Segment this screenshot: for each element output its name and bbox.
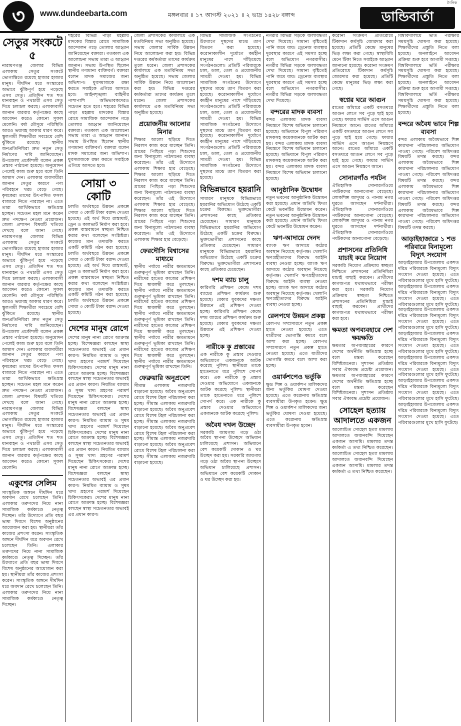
article-body: রাতের আঁধারে একটি বসতঘরে আগুন লেগে সব পুড়ে ছাই হয়ে গেছে। ফায়ার সার্ভিস এসে আগুন নিয়ন্ত্রণে আনে। রাতের আঁধারে একটি বসতঘরে আগুন লেগে সব পুড়ে ছাই হয়ে গেছে। ফায়ার সার্ভিস এসে আগুন নিয়ন্ত্রণে আনে। রাতের আঁধারে একটি বসতঘরে আগুন লেগে সব পুড়ে ছাই হয়ে গেছে। ফায়ার সার্ভিস এসে আগুন নিয়ন্ত্রণে আনে। [332,106,393,171]
masthead-logo: ডান্ডিবার্তা [360,7,455,29]
story [332,406,393,475]
column-3 [134,34,195,726]
story [2,36,63,472]
story [200,185,261,274]
headline[interactable]: দশম ব্যাচ চালু [212,276,249,285]
headline[interactable]: প্রয়োজনীয় আলোর মিনার [138,119,191,136]
headline[interactable]: সোনারগাঁও পর্যটন [339,174,386,183]
story [134,120,195,244]
headline[interactable]: প্রশাসনের প্রতিনিধি যাচাই করে নিয়োগ [337,246,388,263]
column-1 [2,34,63,726]
headline[interactable]: নারীকে কু প্রস্তাবের [206,342,255,351]
story [2,479,63,609]
story [68,177,129,317]
page-header [0,0,461,34]
article-body: বিভিন্ন সামাজিক সংগঠনের উদ্যোগে দুস্থদের মাঝে ত্রাণ বিতরণ করা হয়েছে। করোনাকালীন দুর্যোগে কর্মহীন মানুষের পাশে দাঁড়িয়েছে সংগঠনগুলো। প্রতিটি পরিবারকে চাল, ডাল, তেল ও প্রয়োজনীয় সামগ্রী দেওয়া হয়। বিভিন্ন সামাজিক সংগঠনের উদ্যোগে দুস্থদের মাঝে ত্রাণ বিতরণ করা হয়েছে। করোনাকালীন দুর্যোগে কর্মহীন মানুষের পাশে দাঁড়িয়েছে সংগঠনগুলো। প্রতিটি পরিবারকে চাল, ডাল, তেল ও প্রয়োজনীয় সামগ্রী দেওয়া হয়। বিভিন্ন সামাজিক সংগঠনের উদ্যোগে দুস্থদের মাঝে ত্রাণ বিতরণ করা হয়েছে। করোনাকালীন দুর্যোগে কর্মহীন মানুষের পাশে দাঁড়িয়েছে সংগঠনগুলো। প্রতিটি পরিবারকে চাল, ডাল, তেল ও প্রয়োজনীয় সামগ্রী দেওয়া হয়। বিভিন্ন সামাজিক সংগঠনের উদ্যোগে দুস্থদের মাঝে ত্রাণ বিতরণ করা হয়েছে। [200,34,261,181]
article-body: চলতি অর্থবছরে উন্নয়ন প্রকল্পে সোয়া ৩ কোটি টাকা বরাদ্দ দেওয়া হয়েছে। এই অর্থ দিয়ে রাস্তাঘাট, ড্রেন ও কালভার্ট নির্মাণ করা হবে। প্রকল্প বাস্তবায়নে স্বচ্ছতা নিশ্চিত করার কথা বলেছেন সংশ্লিষ্টরা। কাজের মান তদারকি করতে একটি কমিটি গঠন করা হয়েছে। চলতি অর্থবছরে উন্নয়ন প্রকল্পে সোয়া ৩ কোটি টাকা বরাদ্দ দেওয়া হয়েছে। এই অর্থ দিয়ে রাস্তাঘাট, ড্রেন ও কালভার্ট নির্মাণ করা হবে। প্রকল্প বাস্তবায়নে স্বচ্ছতা নিশ্চিত করার কথা বলেছেন সংশ্লিষ্টরা। কাজের মান তদারকি করতে একটি কমিটি গঠন করা হয়েছে। চলতি অর্থবছরে উন্নয়ন প্রকল্পে সোয়া ৩ কোটি টাকা বরাদ্দ দেওয়া হয়েছে। [68,204,129,317]
article-body: বন্দর এলাকায় মাদক ব্যবসা নিয়ন্ত্রণে বিশেষ অভিযান চালানো হয়েছে। অভিযানে বিপুল পরিমাণ মাদকসহ কয়েকজনকে আটক করা হয়। বন্দর এলাকায় মাদক ব্যবসা নিয়ন্ত্রণে বিশেষ অভিযান চালানো হয়েছে। অভিযানে বিপুল পরিমাণ মাদকসহ কয়েকজনকে আটক করা হয়। বন্দর এলাকায় মাদক ব্যবসা নিয়ন্ত্রণে বিশেষ অভিযান চালানো হয়েছে। [266,117,327,182]
story [134,34,195,117]
column-divider [329,36,330,722]
headline[interactable]: ক্ষমতা অপব্যবহারে দেশ ক্ষয়ক্ষতি [332,326,393,343]
article-body: শিক্ষার আলো ছড়িয়ে দিতে নিরলস কাজ করে যাচ্ছেন তিনি। গ্রামের পিছিয়ে পড়া শিশুদের জন্য বিনামূল্যে পাঠদানের ব্যবস্থা করেছেন। তাঁর এই উদ্যোগে এলাকায় শিক্ষার হার বেড়েছে। শিক্ষার আলো ছড়িয়ে দিতে নিরলস কাজ করে যাচ্ছেন তিনি। গ্রামের পিছিয়ে পড়া শিশুদের জন্য বিনামূল্যে পাঠদানের ব্যবস্থা করেছেন। তাঁর এই উদ্যোগে এলাকায় শিক্ষার হার বেড়েছে। শিক্ষার আলো ছড়িয়ে দিতে নিরলস কাজ করে যাচ্ছেন তিনি। গ্রামের পিছিয়ে পড়া শিশুদের জন্য বিনামূল্যে পাঠদানের ব্যবস্থা করেছেন। তাঁর এই উদ্যোগে এলাকায় শিক্ষার হার বেড়েছে। [134,137,195,244]
header-divider [0,31,461,33]
issue-date: মঙ্গলবার ॥ ১৭ আগস্ট ২০২১ ॥ ২ ভাদ্র ১৪২৮ বঙ্গাব্দ [168,12,295,19]
story [332,246,393,323]
article-body: রেলপথ সম্প্রসারণে নতুন প্রকল্প হাতে নেওয়া হয়েছে। এতে যাত্রীদের ভোগান্তি কমবে বলে আশা করা হচ্ছে। রেলপথ সম্প্রসারণে নতুন প্রকল্প হাতে নেওয়া হয়েছে। এতে যাত্রীদের ভোগান্তি কমবে বলে আশা করা হচ্ছে। [266,322,327,369]
column-2 [68,34,129,726]
story-divider [2,475,63,476]
article-body: বন্দর এলাকায় অবৈধভাবে শিল্প কারখানা পরিচালনার অভিযোগ পাওয়া গেছে। পরিবেশ অধিদপ্তর বিষয়টি তদন্ত করছে। বন্দর এলাকায় অবৈধভাবে শিল্প কারখানা পরিচালনার অভিযোগ পাওয়া গেছে। পরিবেশ অধিদপ্তর বিষয়টি তদন্ত করছে। বন্দর এলাকায় অবৈধভাবে শিল্প কারখানা পরিচালনার অভিযোগ পাওয়া গেছে। পরিবেশ অধিদপ্তর বিষয়টি তদন্ত করছে। বন্দর এলাকায় অবৈধভাবে শিল্প কারখানা পরিচালনার অভিযোগ পাওয়া গেছে। পরিবেশ অধিদপ্তর বিষয়টি তদন্ত করছে। [398,137,459,232]
article-body: নারায়ণগঞ্জ জেলার বিভিন্ন এলাকায় সেতুর সংকটে ভোগান্তিতে রয়েছে হাজার হাজার মানুষ। দীর্ঘদিন ধরে সংস্কারের অভাবে ঝুঁকিপূর্ণ হয়ে পড়েছে এসব সেতু। প্রতিদিন শত শত যানবাহন ও পথচারী এসব সেতু দিয়ে চলাচল করছে। এলাকাবাসী জানান বারবার কর্তৃপক্ষের কাছে আবেদন করেও কোনো সুফল মেলেনি। বর্ষা মৌসুমে পরিস্থিতি আরও ভয়াবহ আকার ধারণ করে। স্কুলগামী শিক্ষার্থীরা সবচেয়ে বেশি ঝুঁকিতে রয়েছে। স্থানীয় জনপ্রতিনিধিরা দ্রুত নতুন সেতু নির্মাণের দাবি জানিয়েছেন। উপজেলা প্রকৌশলী বলেন প্রকল্প প্রস্তাব পাঠানো হয়েছে। অনুমোদন পেলেই কাজ শুরু হবে বলে তিনি আশ্বাস দেন। এলাকার ব্যবসায়ীরা জানান সেতুর কারণে পণ্য পরিবহনে খরচ বেড়ে গেছে। কৃষকেরা তাদের উৎপাদিত ফসল বাজারে নিতে পারছেন না। এতে তারা আর্থিকভাবে ক্ষতিগ্রস্ত হচ্ছেন। সচেতন মহল মনে করেন দ্রুত পদক্ষেপ নেওয়া প্রয়োজন। জেলা প্রশাসন বিষয়টি খতিয়ে দেখছে বলে জানা গেছে। নারায়ণগঞ্জ জেলার বিভিন্ন এলাকায় সেতুর সংকটে ভোগান্তিতে রয়েছে হাজার হাজার মানুষ। দীর্ঘদিন ধরে সংস্কারের অভাবে ঝুঁকিপূর্ণ হয়ে পড়েছে এসব সেতু। প্রতিদিন শত শত যানবাহন ও পথচারী এসব সেতু দিয়ে চলাচল করছে। এলাকাবাসী জানান বারবার কর্তৃপক্ষের কাছে আবেদন করেও কোনো সুফল মেলেনি। বর্ষা মৌসুমে পরিস্থিতি আরও ভয়াবহ আকার ধারণ করে। স্কুলগামী শিক্ষার্থীরা সবচেয়ে বেশি ঝুঁকিতে রয়েছে। স্থানীয় জনপ্রতিনিধিরা দ্রুত নতুন সেতু নির্মাণের দাবি জানিয়েছেন। উপজেলা প্রকৌশলী বলেন প্রকল্প প্রস্তাব পাঠানো হয়েছে। অনুমোদন পেলেই কাজ শুরু হবে বলে তিনি আশ্বাস দেন। এলাকার ব্যবসায়ীরা জানান সেতুর কারণে পণ্য পরিবহনে খরচ বেড়ে গেছে। কৃষকেরা তাদের উৎপাদিত ফসল বাজারে নিতে পারছেন না। এতে তারা আর্থিকভাবে ক্ষতিগ্রস্ত হচ্ছেন। সচেতন মহল মনে করেন দ্রুত পদক্ষেপ নেওয়া প্রয়োজন। জেলা প্রশাসন বিষয়টি খতিয়ে দেখছে বলে জানা গেছে। নারায়ণগঞ্জ জেলার বিভিন্ন এলাকায় সেতুর সংকটে ভোগান্তিতে রয়েছে হাজার হাজার মানুষ। দীর্ঘদিন ধরে সংস্কারের অভাবে ঝুঁকিপূর্ণ হয়ে পড়েছে এসব সেতু। প্রতিদিন শত শত যানবাহন ও পথচারী এসব সেতু দিয়ে চলাচল করছে। এলাকাবাসী জানান বারবার কর্তৃপক্ষের কাছে আবেদন করেও কোনো সুফল মেলেনি। [2,64,63,471]
headline[interactable]: স্বপ্নের ঘরে আগুন [339,96,386,105]
story [398,34,459,117]
headline[interactable]: ওয়ার্কশপেও ভর্তুকি [271,372,322,381]
article-body: আলোচিত সোহেল হত্যা মামলায় আদালতে জবানবন্দি দিয়েছেন একজন আসামি। মামলার তদন্ত কর্মকর্তা এ তথ্য নিশ্চিত করেছেন। আলোচিত সোহেল হত্যা মামলায় আদালতে জবানবন্দি দিয়েছেন একজন আসামি। মামলার তদন্ত কর্মকর্তা এ তথ্য নিশ্চিত করেছেন। [332,428,393,475]
article-body: সাংস্কৃতিক অঙ্গনে দীর্ঘদিন ধরে অবদান রেখে চলেছেন তিনি। এলাকার তরুণদের নিয়ে নানা সামাজিক কর্মকাণ্ডে নেতৃত্ব দিচ্ছেন। তাঁর উদ্যোগে প্রতি বছর ভাষা দিবসে বিশেষ অনুষ্ঠানের আয়োজন করা হয়। স্থানীয়রা তাঁর কাজের প্রশংসা করেন। সাংস্কৃতিক অঙ্গনে দীর্ঘদিন ধরে অবদান রেখে চলেছেন তিনি। এলাকার তরুণদের নিয়ে নানা সামাজিক কর্মকাণ্ডে নেতৃত্ব দিচ্ছেন। তাঁর উদ্যোগে প্রতি বছর ভাষা দিবসে বিশেষ অনুষ্ঠানের আয়োজন করা হয়। স্থানীয়রা তাঁর কাজের প্রশংসা করেন। সাংস্কৃতিক অঙ্গনে দীর্ঘদিন ধরে অবদান রেখে চলেছেন তিনি। এলাকার তরুণদের নিয়ে নানা সামাজিক কর্মকাণ্ডে নেতৃত্ব দিচ্ছেন। [2,490,63,608]
article-body: ক্ষুদ্র শিল্প ও ওয়ার্কশপ মালিকদের জন্য ভর্তুকির ঘোষণা দেওয়া হয়েছে। এতে করোনায় ক্ষতিগ্রস্ত ব্যবসায়ীরা উপকৃত হবেন। ক্ষুদ্র শিল্প ও ওয়ার্কশপ মালিকদের জন্য ভর্তুকির ঘোষণা দেওয়া হয়েছে। এতে করোনায় ক্ষতিগ্রস্ত ব্যবসায়ীরা উপকৃত হবেন। [266,382,327,429]
article-body: সরকারি জায়গায় গড়ে ওঠা অবৈধ স্থাপনা উচ্ছেদে অভিযান চালিয়েছে প্রশাসন। অভিযানে বেশ কয়েকটি দোকান ও ঘর উচ্ছেদ করা হয়। সরকারি জায়গায় গড়ে ওঠা অবৈধ স্থাপনা উচ্ছেদে অভিযান চালিয়েছে প্রশাসন। অভিযানে বেশ কয়েকটি দোকান ও ঘর উচ্ছেদ করা হয়। [200,430,261,483]
headline[interactable]: ঋণ-আদায়ে দেনদ [273,234,320,243]
story [266,108,327,183]
article-body: জেলা প্রশাসকের কার্যালয়ে এক মতবিনিময় সভা অনুষ্ঠিত হয়েছে। সভায় জেলার সার্বিক উন্নয়ন নিয়ে আলোচনা করা হয়। বিভিন্ন দপ্তরের কর্মকর্তারা তাদের কার্যক্রম তুলে ধরেন। জেলা প্রশাসকের কার্যালয়ে এক মতবিনিময় সভা অনুষ্ঠিত হয়েছে। সভায় জেলার সার্বিক উন্নয়ন নিয়ে আলোচনা করা হয়। বিভিন্ন দপ্তরের কর্মকর্তারা তাদের কার্যক্রম তুলে ধরেন। জেলা প্রশাসকের কার্যালয়ে এক মতবিনিময় সভা অনুষ্ঠিত হয়েছে। [134,34,195,116]
column-divider [263,36,264,722]
column-4 [200,34,261,726]
headline[interactable]: আড়াইহাজারে ১ শত পরিবারে বিনামূল্যে বিদ্যুৎ সংযোগ [401,235,456,260]
headline[interactable]: অবৈধ দখল উচ্ছেদ [205,420,256,429]
article-body: শহরের বিভিন্ন পাড়া মহল্লায় মাদকের বিস্তার রোধে সামাজিক আন্দোলন গড়ে তোলার আহ্বান জানিয়েছেন বক্তারা। গতকাল এক আলোচনা সভায় তারা এ আহ্বান জানান। সভায় উপস্থিত ছিলেন স্থানীয় গণ্যমান্য ব্যক্তিবর্গ। বক্তারা বলেন মাদক সমাজের জন্য অভিশাপ। যুবসমাজকে রক্ষা করতে সবাইকে এগিয়ে আসতে হবে। আইনশৃঙ্খলা বাহিনীর পাশাপাশি অভিভাবকদেরও সচেতন হতে হবে। শহরের বিভিন্ন পাড়া মহল্লায় মাদকের বিস্তার রোধে সামাজিক আন্দোলন গড়ে তোলার আহ্বান জানিয়েছেন বক্তারা। গতকাল এক আলোচনা সভায় তারা এ আহ্বান জানান। সভায় উপস্থিত ছিলেন স্থানীয় গণ্যমান্য ব্যক্তিবর্গ। বক্তারা বলেন মাদক সমাজের জন্য অভিশাপ। যুবসমাজকে রক্ষা করতে সবাইকে এগিয়ে আসতে হবে। [68,34,129,169]
article-body: করোনা সংক্রমণ প্রতিরোধে টিকাদান কর্মসূচি জোরদার করা হয়েছে। প্রতিটি কেন্দ্রে মানুষের ভিড় লক্ষ্য করা গেছে। স্বাস্থ্যবিধি মেনে টিকা নিতে সবাইকে আহ্বান জানানো হয়েছে। করোনা সংক্রমণ প্রতিরোধে টিকাদান কর্মসূচি জোরদার করা হয়েছে। প্রতিটি কেন্দ্রে মানুষের ভিড় লক্ষ্য করা গেছে। [332,34,393,93]
article-body: সরকারি নিয়োগ প্রক্রিয়ায় স্বচ্ছতা নিশ্চিতে প্রশাসনের প্রতিনিধিরা যাচাই বাছাই করবেন। প্রার্থীদের কাগজপত্র যথাযথভাবে পরীক্ষা করা হবে। সরকারি নিয়োগ প্রক্রিয়ায় স্বচ্ছতা নিশ্চিতে প্রশাসনের প্রতিনিধিরা যাচাই বাছাই করবেন। প্রার্থীদের কাগজপত্র যথাযথভাবে পরীক্ষা করা হবে। [332,264,393,323]
column-divider [65,36,66,722]
headline[interactable]: ফেব্রুয়ারি অনুপ্রবেশ [139,374,190,383]
story [266,186,327,231]
column-6 [332,34,393,726]
story [200,34,261,182]
column-divider [131,36,132,722]
article-body: ক্ষমতার অপব্যবহারের কারণে দেশের অর্থনীতি ক্ষতিগ্রস্ত হচ্ছে বলে মন্তব্য করেছেন বিশিষ্টজনেরা। সুশাসন প্রতিষ্ঠায় সবার ঐক্যবদ্ধ প্রচেষ্টা প্রয়োজন। ক্ষমতার অপব্যবহারের কারণে দেশের অর্থনীতি ক্ষতিগ্রস্ত হচ্ছে বলে মন্তব্য করেছেন বিশিষ্টজনেরা। সুশাসন প্রতিষ্ঠায় সবার ঐক্যবদ্ধ প্রচেষ্টা প্রয়োজন। [332,344,393,403]
headline[interactable]: রেলপথে উন্নয়ন প্রকল্প [267,312,326,321]
story [332,96,393,171]
headline[interactable]: একুশের সেলিম [8,478,57,488]
site-url[interactable]: www.dundeebarta.com [40,9,128,18]
story [266,312,327,369]
headline[interactable]: সোহেল হত্যায় আদালতে একজন [333,406,392,426]
column-divider [395,36,396,722]
headline[interactable]: বন্দরের মাদক ব্যবসা [270,107,323,116]
story [332,174,393,243]
story [134,374,195,467]
headline[interactable]: আনুষ্ঠানিক উদ্বোধন [270,185,323,194]
masthead [358,0,459,32]
article-body: ঐতিহাসিক সোনারগাঁওয়ে পর্যটকদের আনাগোনা বেড়েছে। লোকশিল্প জাদুঘর ও পানাম নগর ঘুরতে আসছেন দর্শনার্থীরা। ঐতিহাসিক সোনারগাঁওয়ে পর্যটকদের আনাগোনা বেড়েছে। লোকশিল্প জাদুঘর ও পানাম নগর ঘুরতে আসছেন দর্শনার্থীরা। ঐতিহাসিক সোনারগাঁওয়ে পর্যটকদের আনাগোনা বেড়েছে। [332,184,393,243]
story-divider [68,320,129,321]
masthead-tagline: দৈনিক [446,0,457,5]
column-5 [266,34,327,726]
story [68,324,129,519]
story [200,276,261,339]
story [332,34,393,93]
story [134,247,195,371]
article-body: স্থানীয় পর্যায়ে নারীর ক্ষমতায়নে গুরুত্বপূর্ণ ভূমিকা রাখছেন তিনি। নারীদের হাতের কাজের প্রশিক্ষণ দিয়ে স্বাবলম্বী করে তুলছেন। স্থানীয় পর্যায়ে নারীর ক্ষমতায়নে গুরুত্বপূর্ণ ভূমিকা রাখছেন তিনি। নারীদের হাতের কাজের প্রশিক্ষণ দিয়ে স্বাবলম্বী করে তুলছেন। স্থানীয় পর্যায়ে নারীর ক্ষমতায়নে গুরুত্বপূর্ণ ভূমিকা রাখছেন তিনি। নারীদের হাতের কাজের প্রশিক্ষণ দিয়ে স্বাবলম্বী করে তুলছেন। স্থানীয় পর্যায়ে নারীর ক্ষমতায়নে গুরুত্বপূর্ণ ভূমিকা রাখছেন তিনি। নারীদের হাতের কাজের প্রশিক্ষণ দিয়ে স্বাবলম্বী করে তুলছেন। স্থানীয় পর্যায়ে নারীর ক্ষমতায়নে গুরুত্বপূর্ণ ভূমিকা রাখছেন তিনি। [134,265,195,371]
article-body: নগরীর বিভিন্ন সড়কে জলাবদ্ধতা দেখা দিয়েছে। সামান্য বৃষ্টিতেই পানি জমে যায়। ড্রেনেজ ব্যবস্থার দুরবস্থার কারণে এই সমস্যা হচ্ছে বলে অভিযোগ নগরবাসীর। নগরীর বিভিন্ন সড়কে জলাবদ্ধতা দেখা দিয়েছে। সামান্য বৃষ্টিতেই পানি জমে যায়। ড্রেনেজ ব্যবস্থার দুরবস্থার কারণে এই সমস্যা হচ্ছে বলে অভিযোগ নগরবাসীর। নগরীর বিভিন্ন সড়কে জলাবদ্ধতা দেখা দিয়েছে। [266,34,327,104]
article-body: বিশ্ববিদ্যালয়ে ভর্তি পরীক্ষার সময়সূচি ঘোষণা করা হয়েছে। শিক্ষার্থীদের প্রস্তুতি নিতে বলা হয়েছে। অনলাইনে আবেদন প্রক্রিয়া শুরু হবে আগামী সপ্তাহে। বিশ্ববিদ্যালয়ে ভর্তি পরীক্ষার সময়সূচি ঘোষণা করা হয়েছে। শিক্ষার্থীদের প্রস্তুতি নিতে বলা হয়েছে। অনলাইনে আবেদন প্রক্রিয়া শুরু হবে আগামী সপ্তাহে। বিশ্ববিদ্যালয়ে ভর্তি পরীক্ষার সময়সূচি ঘোষণা করা হয়েছে। শিক্ষার্থীদের প্রস্তুতি নিতে বলা হয়েছে। [398,34,459,116]
page-number: ৩ [3,1,34,32]
headline[interactable]: সেতুর সংকটে ৫ [2,36,63,62]
headline[interactable]: বন্দরে অবৈধ ভাবে শিল্প ব্যবসা [398,119,459,136]
article-body: ব্যাংক ঋণ আদায়ে কঠোর অবস্থান নিয়েছে কর্তৃপক্ষ। খেলাপি ঋণগ্রহীতাদের বিরুদ্ধে আইনি ব্যবস্থা নেওয়া হচ্ছে। ব্যাংক ঋণ আদায়ে কঠোর অবস্থান নিয়েছে কর্তৃপক্ষ। খেলাপি ঋণগ্রহীতাদের বিরুদ্ধে আইনি ব্যবস্থা নেওয়া হচ্ছে। ব্যাংক ঋণ আদায়ে কঠোর অবস্থান নিয়েছে কর্তৃপক্ষ। খেলাপি ঋণগ্রহীতাদের বিরুদ্ধে আইনি ব্যবস্থা নেওয়া হচ্ছে। [266,244,327,309]
story [266,373,327,430]
column-divider [197,36,198,722]
story [398,120,459,233]
story [68,34,129,170]
article-body: এক নারীকে কু প্রস্তাব দেওয়ার অভিযোগে একজনকে আটক করেছে পুলিশ। স্থানীয়রা তাকে হাতেনাতে ধরে পুলিশে সোপর্দ করে। এক নারীকে কু প্রস্তাব দেওয়ার অভিযোগে একজনকে আটক করেছে পুলিশ। স্থানীয়রা তাকে হাতেনাতে ধরে পুলিশে সোপর্দ করে। এক নারীকে কু প্রস্তাব দেওয়ার অভিযোগে একজনকে আটক করেছে পুলিশ। [200,352,261,417]
article-body: দেশের মানুষ নানা রোগে আক্রান্ত হচ্ছে। বিশেষজ্ঞরা বলছেন স্বাস্থ্য সচেতনতার অভাবই এর প্রধান কারণ। নিয়মিত ব্যায়াম ও সুষম খাদ্য গ্রহণের পরামর্শ দিয়েছেন চিকিৎসকেরা। দেশের মানুষ নানা রোগে আক্রান্ত হচ্ছে। বিশেষজ্ঞরা বলছেন স্বাস্থ্য সচেতনতার অভাবই এর প্রধান কারণ। নিয়মিত ব্যায়াম ও সুষম খাদ্য গ্রহণের পরামর্শ দিয়েছেন চিকিৎসকেরা। দেশের মানুষ নানা রোগে আক্রান্ত হচ্ছে। বিশেষজ্ঞরা বলছেন স্বাস্থ্য সচেতনতার অভাবই এর প্রধান কারণ। নিয়মিত ব্যায়াম ও সুষম খাদ্য গ্রহণের পরামর্শ দিয়েছেন চিকিৎসকেরা। দেশের মানুষ নানা রোগে আক্রান্ত হচ্ছে। বিশেষজ্ঞরা বলছেন স্বাস্থ্য সচেতনতার অভাবই এর প্রধান কারণ। নিয়মিত ব্যায়াম ও সুষম খাদ্য গ্রহণের পরামর্শ দিয়েছেন চিকিৎসকেরা। দেশের মানুষ নানা রোগে আক্রান্ত হচ্ছে। বিশেষজ্ঞরা বলছেন স্বাস্থ্য সচেতনতার অভাবই এর প্রধান কারণ। নিয়মিত ব্যায়াম ও সুষম খাদ্য গ্রহণের পরামর্শ দিয়েছেন চিকিৎসকেরা। দেশের মানুষ নানা রোগে আক্রান্ত হচ্ছে। বিশেষজ্ঞরা বলছেন স্বাস্থ্য সচেতনতার অভাবই এর প্রধান কারণ। [68,336,129,519]
story [200,343,261,418]
article-body: সাধারণ মানুষকে বিভিন্নভাবে হয়রানির অভিযোগ উঠেছে একটি চক্রের বিরুদ্ধে। ভুক্তভোগীরা প্রশাসনের কাছে প্রতিকার চেয়েছেন। সাধারণ মানুষকে বিভিন্নভাবে হয়রানির অভিযোগ উঠেছে একটি চক্রের বিরুদ্ধে। ভুক্তভোগীরা প্রশাসনের কাছে প্রতিকার চেয়েছেন। সাধারণ মানুষকে বিভিন্নভাবে হয়রানির অভিযোগ উঠেছে একটি চক্রের বিরুদ্ধে। ভুক্তভোগীরা প্রশাসনের কাছে প্রতিকার চেয়েছেন। [200,196,261,273]
headline[interactable]: সোয়া ৩ কোটি [80,176,117,203]
story [332,326,393,403]
story [266,234,327,309]
story [266,34,327,105]
story [200,421,261,484]
headline[interactable]: দেশের মানুষ রোগে [68,324,129,334]
article-body: নতুন ভবনের আনুষ্ঠানিক উদ্বোধন করা হয়েছে। প্রধান অতিথি ফিতা কেটে ভবনটির উদ্বোধন করেন। নতুন ভবনের আনুষ্ঠানিক উদ্বোধন করা হয়েছে। প্রধান অতিথি ফিতা কেটে ভবনটির উদ্বোধন করেন। [266,195,327,231]
article-body: আড়াইহাজার উপজেলায় একশত দরিদ্র পরিবারকে বিনামূল্যে বিদ্যুৎ সংযোগ দেওয়া হয়েছে। এতে পরিবারগুলোর মুখে হাসি ফুটেছে। আড়াইহাজার উপজেলায় একশত দরিদ্র পরিবারকে বিনামূল্যে বিদ্যুৎ সংযোগ দেওয়া হয়েছে। এতে পরিবারগুলোর মুখে হাসি ফুটেছে। আড়াইহাজার উপজেলায় একশত দরিদ্র পরিবারকে বিনামূল্যে বিদ্যুৎ সংযোগ দেওয়া হয়েছে। এতে পরিবারগুলোর মুখে হাসি ফুটেছে। আড়াইহাজার উপজেলায় একশত দরিদ্র পরিবারকে বিনামূল্যে বিদ্যুৎ সংযোগ দেওয়া হয়েছে। এতে পরিবারগুলোর মুখে হাসি ফুটেছে। আড়াইহাজার উপজেলায় একশত দরিদ্র পরিবারকে বিনামূল্যে বিদ্যুৎ সংযোগ দেওয়া হয়েছে। এতে পরিবারগুলোর মুখে হাসি ফুটেছে। আড়াইহাজার উপজেলায় একশত দরিদ্র পরিবারকে বিনামূল্যে বিদ্যুৎ সংযোগ দেওয়া হয়েছে। এতে পরিবারগুলোর মুখে হাসি ফুটেছে। আড়াইহাজার উপজেলায় একশত দরিদ্র পরিবারকে বিনামূল্যে বিদ্যুৎ সংযোগ দেওয়া হয়েছে। এতে পরিবারগুলোর মুখে হাসি ফুটেছে। [398,261,459,426]
story-divider [68,173,129,174]
article-body: কারিগরি প্রশিক্ষণ কেন্দ্রে দশম ব্যাচের প্রশিক্ষণ কার্যক্রম শুরু হয়েছে। বেকার যুবকদের দক্ষতা উন্নয়নে এই প্রশিক্ষণ দেওয়া হচ্ছে। কারিগরি প্রশিক্ষণ কেন্দ্রে দশম ব্যাচের প্রশিক্ষণ কার্যক্রম শুরু হয়েছে। বেকার যুবকদের দক্ষতা উন্নয়নে এই প্রশিক্ষণ দেওয়া হচ্ছে। [200,286,261,339]
headline[interactable]: বিভিন্নভাবে হয়রানি [200,184,261,194]
headline[interactable]: ফেরদৌসি বিশ্বাসের মাধ্যমে [140,247,189,263]
article-body: সীমান্ত এলাকায় নজরদারি বাড়ানো হয়েছে। অবৈধ অনুপ্রবেশ রোধে বিশেষ টহল পরিচালনা করা হচ্ছে। সীমান্ত এলাকায় নজরদারি বাড়ানো হয়েছে। অবৈধ অনুপ্রবেশ রোধে বিশেষ টহল পরিচালনা করা হচ্ছে। সীমান্ত এলাকায় নজরদারি বাড়ানো হয়েছে। অবৈধ অনুপ্রবেশ রোধে বিশেষ টহল পরিচালনা করা হচ্ছে। সীমান্ত এলাকায় নজরদারি বাড়ানো হয়েছে। অবৈধ অনুপ্রবেশ রোধে বিশেষ টহল পরিচালনা করা হচ্ছে। সীমান্ত এলাকায় নজরদারি বাড়ানো হয়েছে। [134,384,195,467]
column-7 [398,34,459,726]
story [398,235,459,426]
